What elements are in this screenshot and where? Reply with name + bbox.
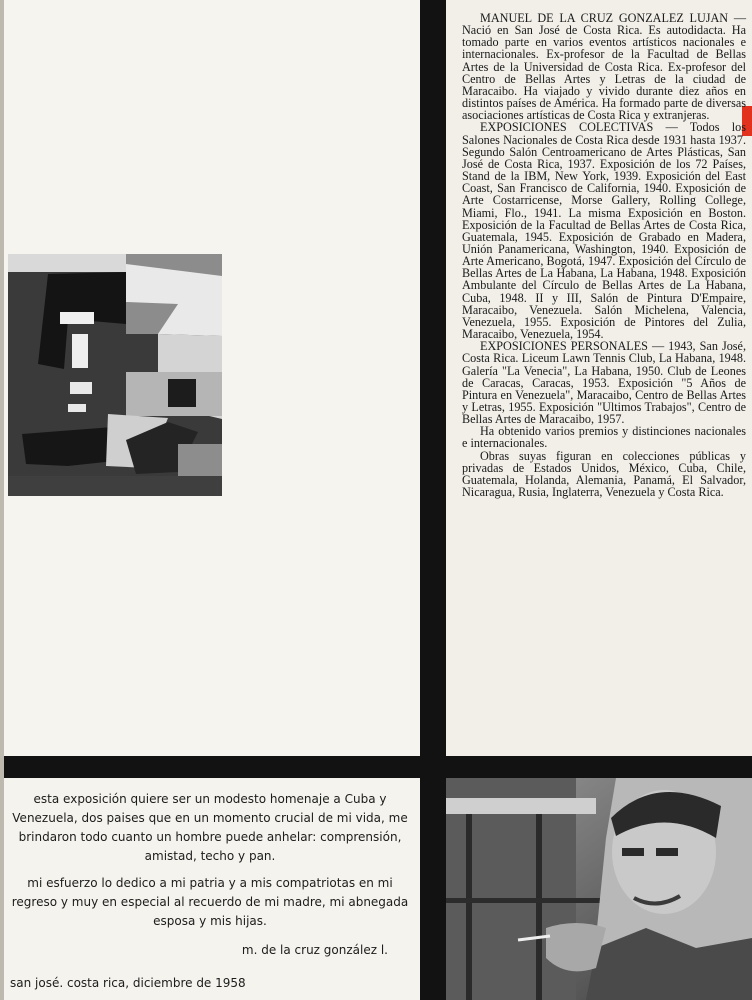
- biography-text: [462, 12, 746, 498]
- dedication-text: [10, 790, 410, 993]
- premios-paragraph: Ha obtenido varios premios y distinciones nacionales e internacionales.: [462, 424, 746, 451]
- colectivas-paragraph: [462, 121, 746, 340]
- dedication-paragraph-1: esta exposición quiere ser un modesto homenaje a Cuba y Venezuela, dos paises que en un momento crucial de mi vida, me brindaron todo cuanto un hombre puede anhelar: comprensión, amistad, techo y pan.: [12, 792, 408, 863]
- left-panel: [4, 0, 420, 756]
- bio-intro-paragraph: [462, 12, 746, 121]
- personales-heading: EXPOSICIONES PERSONALES: [480, 339, 648, 354]
- artist-name-heading: MANUEL DE LA CRUZ GONZALEZ LUJAN: [480, 11, 729, 25]
- colectivas-heading: EXPOSICIONES COLECTIVAS: [480, 120, 654, 135]
- obras-paragraph: Obras suyas figuran en colecciones públicas y privadas de Estados Unidos, México, Cuba, Chile, Guatemala, Holanda, Alemania, Panamá, El Salvador, Nicaragua, Rusia, Inglaterra, Venezuela y Costa Rica.: [462, 448, 746, 500]
- colectivas-text: — Todos los Salones Nacionales de Costa Rica desde 1931 hasta 1937. Segundo Salón Centroamericano de Artes Plásticas, San José de Costa Rica, 1937. Exposición de los 72 Países, Stand de la IBM, New York, 1939. Exposición del East Coast, San Francisco de California, 1940. Exposición de Arte Costarricense, Morse Gallery, Rolling College, Miami, Flo., 1941. La misma Exposición en Boston. Exposición de la Facultad de Bellas Artes de Costa Rica, Guatemala, 1945. Exposición de Grabado en Madera, Unión Panamericana, Washington, 1940. Exposición de Arte Americano, Bogotá, 1947. Exposición del Círculo de Bellas Artes de La Habana, La Habana, 1948. Exposición Ambulante del Círculo de Bellas Artes de La Habana, Cuba, 1948. II y III, Salón de Pintura D'Empaire, Maracaibo, Venezuela. Salón Michelena, Valencia, Venezuela, 1955. Exposición de Pintores del Zulia, Maracaibo, Venezuela, 1954.: [462, 120, 746, 342]
- bio-intro-text: — Nació en San José de Costa Rica. Es autodidacta. Ha tomado parte en varios eventos artísticos nacionales e internacionales. Ex-profesor de la Facultad de Bellas Artes de la Universidad de Costa Rica. Ex-profesor del Centro de Bellas Artes y Letras de la ciudad de Maracaibo. Ha viajado y vivido durante diez años en distintos países de América. Ha formado parte de diversas asociaciones artísticas de Costa Rica y extranjeras.: [462, 11, 747, 123]
- artist-portrait-photo: [446, 778, 752, 1000]
- artist-photo: [446, 778, 752, 1000]
- place-and-date: san josé. costa rica, diciembre de 1958: [10, 976, 246, 990]
- abstract-artwork: [8, 254, 222, 496]
- signature: m. de la cruz gonzález l.: [241, 943, 388, 957]
- personales-text: — 1943, San José, Costa Rica. Liceum Lawn Tennis Club, La Habana, 1948. Galería "La Venecia", La Habana, 1950. Club de Leones de Caracas, Caracas, 1953. Exposición "5 Años de Pintura en Venezuela", Maracaibo, Centro de Bellas Artes y Letras, 1955. Exposición "Ultimos Trabajos", Centro de Bellas Artes de Maracaibo, 1957.: [462, 339, 746, 427]
- personales-paragraph: [462, 340, 746, 425]
- dedication-paragraph-2: mi esfuerzo lo dedico a mi patria y a mis compatriotas en mi regreso y muy en especial al recuerdo de mi madre, mi abnegada esposa y mis hijas.: [11, 876, 409, 928]
